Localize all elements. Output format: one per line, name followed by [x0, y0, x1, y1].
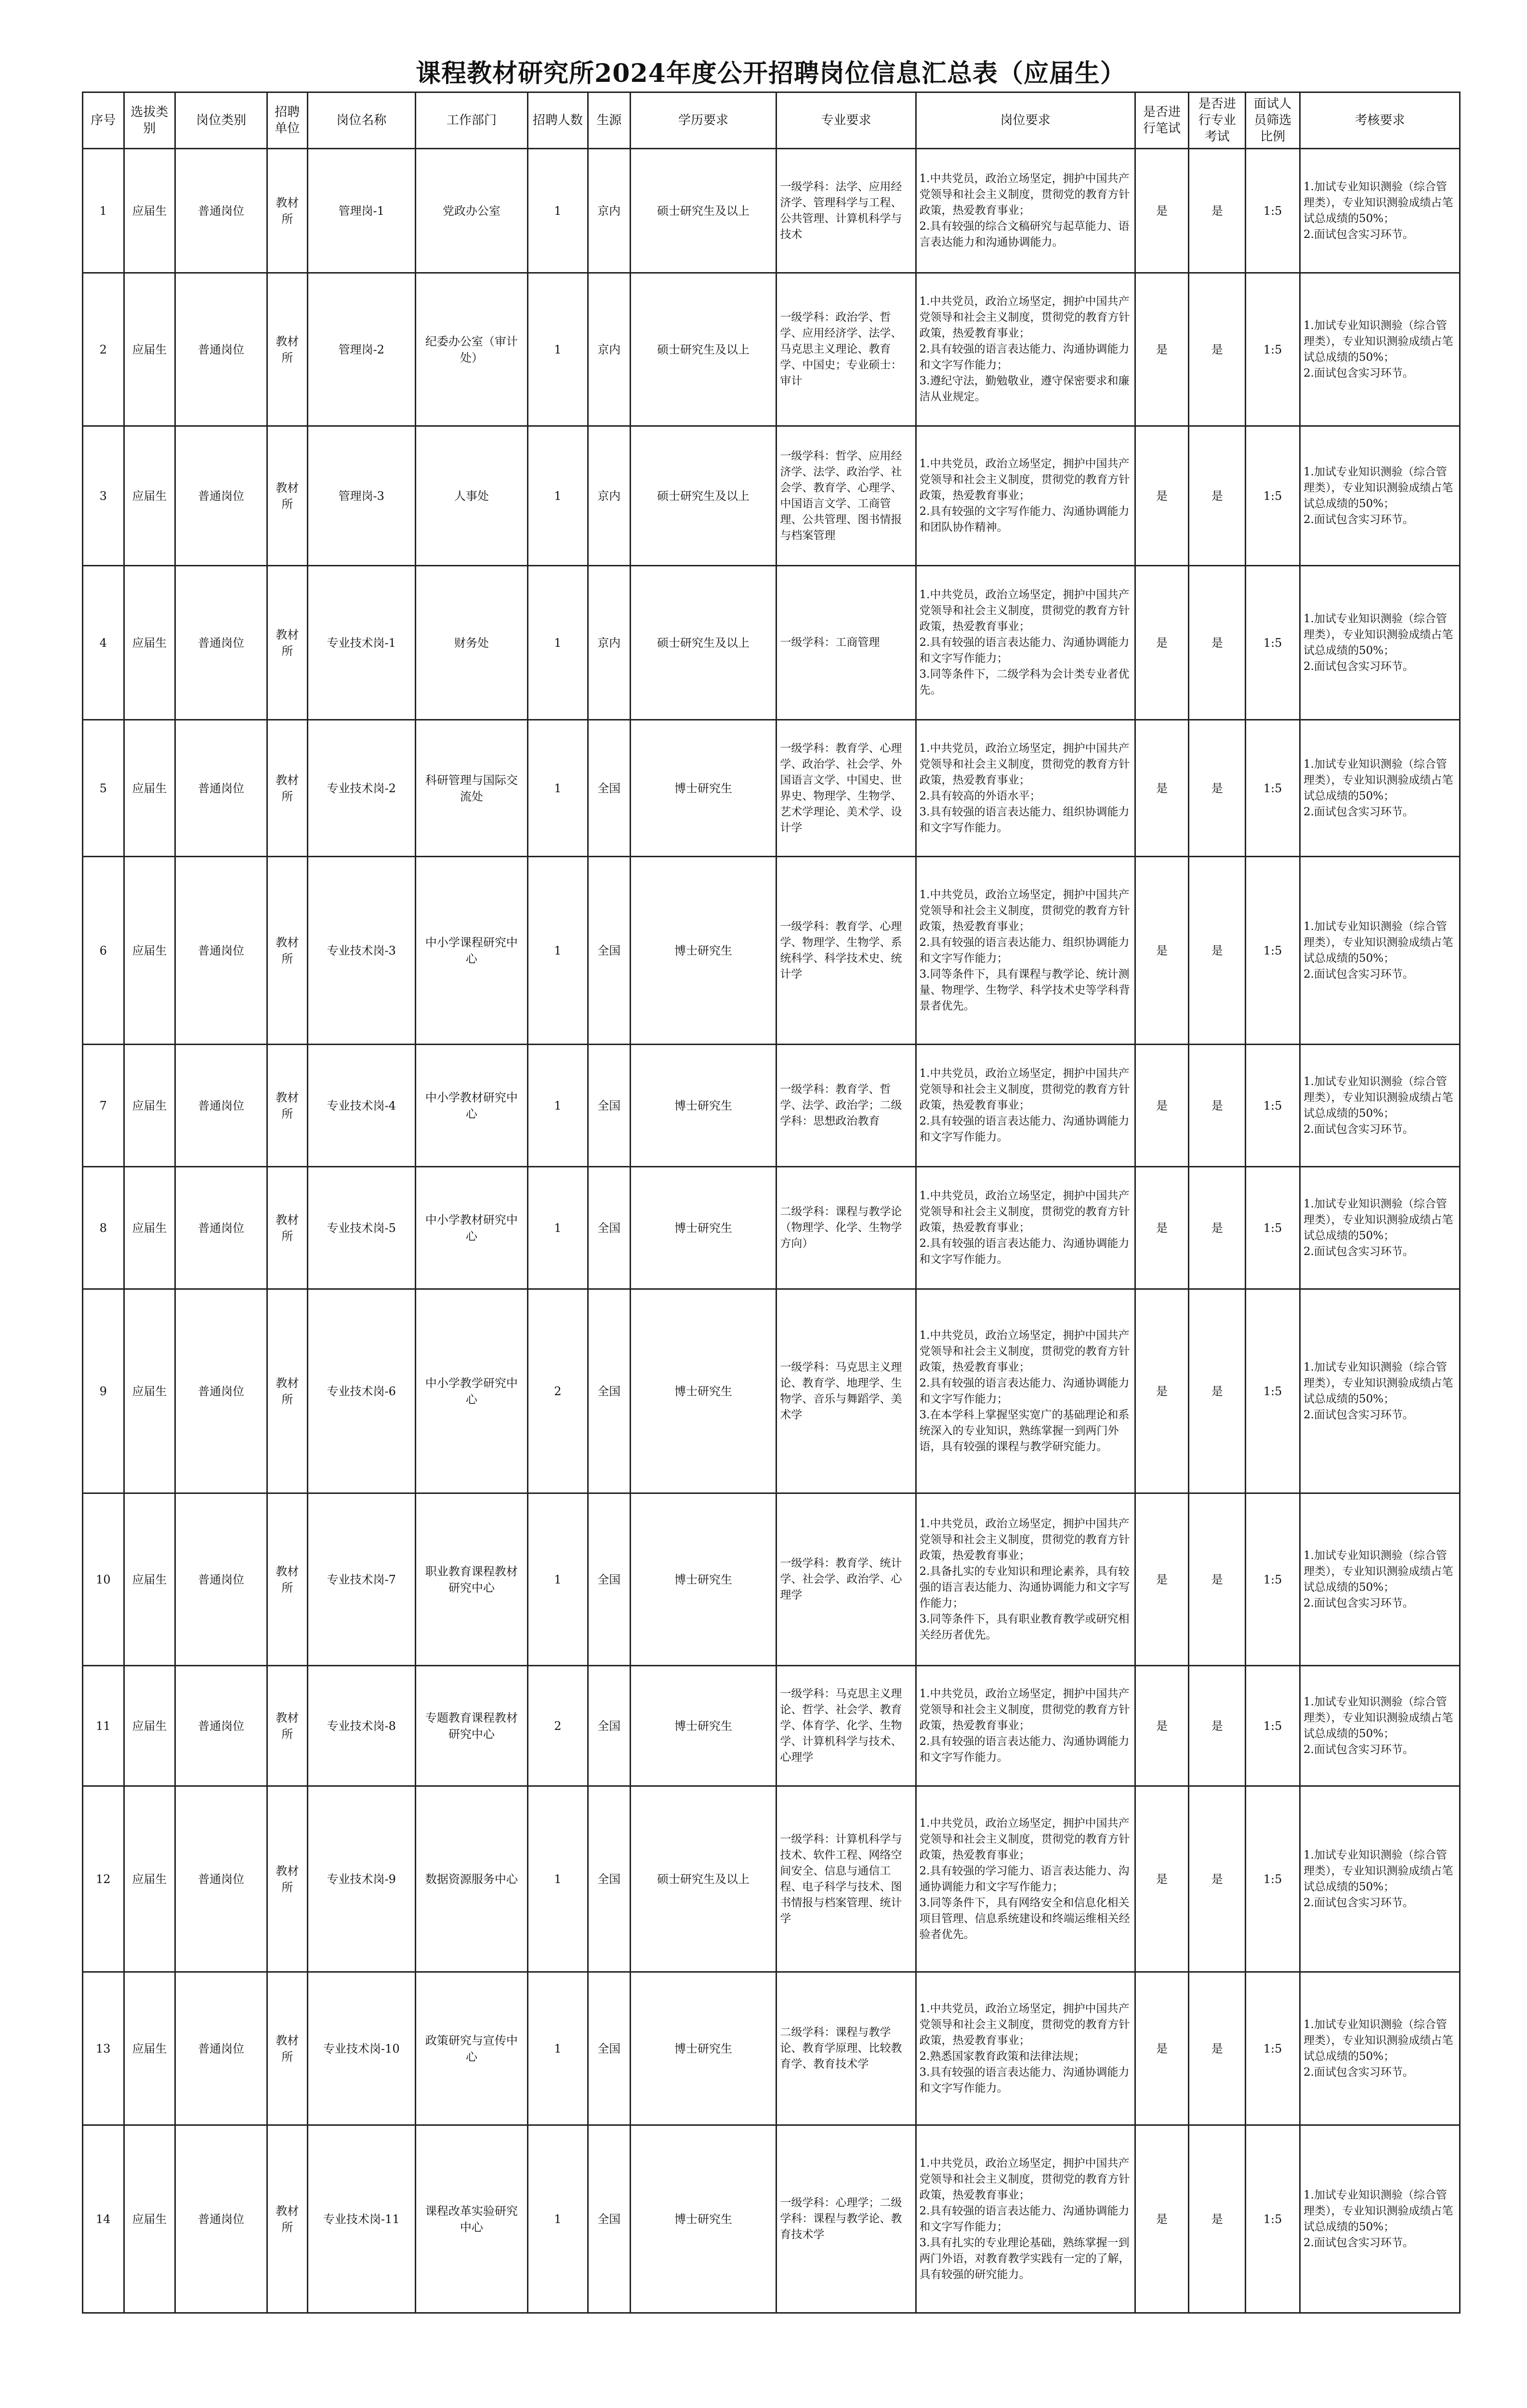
cell-requirements: 1.中共党员，政治立场坚定，拥护中国共产党领导和社会主义制度，贯彻党的教育方针政策，热爱教育事业； 2.具有较强的语言表达能力、沟通协调能力和文字写作能力； 3.具有扎实的专业理论基础，熟练掌握一到两门外语，对教育教学实践有一定的了解，具有较强的研究能力。: [916, 2125, 1135, 2313]
cell-education: 博士研究生: [630, 1045, 777, 1167]
cell-requirements: 1.中共党员，政治立场坚定，拥护中国共产党领导和社会主义制度，贯彻党的教育方针政策，热爱教育事业； 2.具有较强的语言表达能力、沟通协调能力和文字写作能力； 3.同等条件下，二级学科为会计类专业者优先。: [916, 566, 1135, 720]
cell-post-name: 专业技术岗-3: [307, 857, 415, 1045]
header-cell: 岗位要求: [916, 92, 1135, 149]
cell-source: 京内: [588, 426, 630, 566]
cell-source: 全国: [588, 857, 630, 1045]
header-cell: 是否进行笔试: [1135, 92, 1189, 149]
cell-major: 一级学科：教育学、心理学、政治学、社会学、外国语言文学、中国史、世界史、物理学、生物学、艺术学理论、美术学、设计学: [777, 720, 916, 857]
cell-interview-ratio: 1:5: [1246, 273, 1300, 426]
cell-education: 博士研究生: [630, 857, 777, 1045]
cell-assessment: 1.加试专业知识测验（综合管理类），专业知识测验成绩占笔试总成绩的50%； 2.面试包含实习环节。: [1300, 1167, 1460, 1289]
cell-assessment: 1.加试专业知识测验（综合管理类），专业知识测验成绩占笔试总成绩的50%； 2.面试包含实习环节。: [1300, 720, 1460, 857]
cell-major: 一级学科：教育学、心理学、物理学、生物学、系统科学、科学技术史、统计学: [777, 857, 916, 1045]
cell-requirements: 1.中共党员，政治立场坚定，拥护中国共产党领导和社会主义制度，贯彻党的教育方针政策，热爱教育事业； 2.具有较强的学习能力、语言表达能力、沟通协调能力和文字写作能力； 3.同等条件下，具有网络安全和信息化相关项目管理、信息系统建设和终端运维相关经验者优先。: [916, 1786, 1135, 1972]
cell-source: 全国: [588, 1666, 630, 1786]
cell-headcount: 1: [527, 1493, 588, 1666]
cell-unit: 教材所: [267, 1786, 308, 1972]
cell-education: 博士研究生: [630, 720, 777, 857]
cell-no: 9: [83, 1289, 124, 1493]
cell-assessment: 1.加试专业知识测验（综合管理类），专业知识测验成绩占笔试总成绩的50%； 2.面试包含实习环节。: [1300, 1045, 1460, 1167]
cell-unit: 教材所: [267, 1666, 308, 1786]
cell-no: 1: [83, 149, 124, 273]
cell-department: 中小学教学研究中心: [415, 1289, 527, 1493]
cell-source: 京内: [588, 566, 630, 720]
table-row: [83, 1289, 1460, 1493]
cell-headcount: 1: [527, 426, 588, 566]
table-row: [83, 857, 1460, 1045]
cell-written-exam: 是: [1135, 2125, 1189, 2313]
cell-source: 京内: [588, 149, 630, 273]
cell-assessment: 1.加试专业知识测验（综合管理类），专业知识测验成绩占笔试总成绩的50%； 2.面试包含实习环节。: [1300, 857, 1460, 1045]
cell-education: 博士研究生: [630, 1493, 777, 1666]
header-cell: 生源: [588, 92, 630, 149]
cell-headcount: 1: [527, 566, 588, 720]
cell-interview-ratio: 1:5: [1246, 1167, 1300, 1289]
header-cell: 招聘单位: [267, 92, 308, 149]
cell-category: 应届生: [124, 1493, 175, 1666]
cell-education: 博士研究生: [630, 1167, 777, 1289]
cell-post-type: 普通岗位: [175, 2125, 267, 2313]
cell-major: 一级学科：法学、应用经济学、管理科学与工程、公共管理、计算机科学与技术: [777, 149, 916, 273]
cell-post-type: 普通岗位: [175, 1666, 267, 1786]
cell-unit: 教材所: [267, 1493, 308, 1666]
cell-requirements: 1.中共党员，政治立场坚定，拥护中国共产党领导和社会主义制度，贯彻党的教育方针政策，热爱教育事业； 2.具有较强的文字写作能力、沟通协调能力和团队协作精神。: [916, 426, 1135, 566]
cell-interview-ratio: 1:5: [1246, 1045, 1300, 1167]
cell-no: 12: [83, 1786, 124, 1972]
cell-written-exam: 是: [1135, 426, 1189, 566]
cell-headcount: 2: [527, 1666, 588, 1786]
cell-department: 人事处: [415, 426, 527, 566]
cell-professional-exam: 是: [1189, 273, 1246, 426]
table-row: [83, 2125, 1460, 2313]
cell-written-exam: 是: [1135, 1289, 1189, 1493]
cell-written-exam: 是: [1135, 149, 1189, 273]
cell-interview-ratio: 1:5: [1246, 2125, 1300, 2313]
cell-interview-ratio: 1:5: [1246, 857, 1300, 1045]
cell-post-name: 专业技术岗-5: [307, 1167, 415, 1289]
cell-post-type: 普通岗位: [175, 1786, 267, 1972]
cell-assessment: 1.加试专业知识测验（综合管理类），专业知识测验成绩占笔试总成绩的50%； 2.面试包含实习环节。: [1300, 1972, 1460, 2125]
cell-unit: 教材所: [267, 1289, 308, 1493]
cell-department: 职业教育课程教材研究中心: [415, 1493, 527, 1666]
cell-category: 应届生: [124, 426, 175, 566]
cell-education: 硕士研究生及以上: [630, 426, 777, 566]
table-row: [83, 566, 1460, 720]
cell-category: 应届生: [124, 566, 175, 720]
cell-department: 数据资源服务中心: [415, 1786, 527, 1972]
table-row: [83, 720, 1460, 857]
cell-requirements: 1.中共党员，政治立场坚定，拥护中国共产党领导和社会主义制度，贯彻党的教育方针政策，热爱教育事业； 2.具有较强的语言表达能力、沟通协调能力和文字写作能力。: [916, 1167, 1135, 1289]
cell-unit: 教材所: [267, 857, 308, 1045]
cell-category: 应届生: [124, 1045, 175, 1167]
cell-education: 硕士研究生及以上: [630, 149, 777, 273]
cell-post-name: 管理岗-2: [307, 273, 415, 426]
cell-unit: 教材所: [267, 426, 308, 566]
cell-no: 3: [83, 426, 124, 566]
cell-major: 一级学科：政治学、哲学、应用经济学、法学、马克思主义理论、教育学、中国史；专业硕士：审计: [777, 273, 916, 426]
cell-no: 5: [83, 720, 124, 857]
header-cell: 工作部门: [415, 92, 527, 149]
table-row: [83, 1666, 1460, 1786]
cell-no: 6: [83, 857, 124, 1045]
cell-education: 硕士研究生及以上: [630, 273, 777, 426]
cell-major: 二级学科：课程与教学论、教育学原理、比较教育学、教育技术学: [777, 1972, 916, 2125]
cell-major: 一级学科：工商管理: [777, 566, 916, 720]
cell-no: 14: [83, 2125, 124, 2313]
cell-major: 一级学科：马克思主义理论、哲学、社会学、教育学、体育学、化学、生物学、计算机科学与技术、心理学: [777, 1666, 916, 1786]
cell-professional-exam: 是: [1189, 566, 1246, 720]
header-cell: 考核要求: [1300, 92, 1460, 149]
cell-assessment: 1.加试专业知识测验（综合管理类），专业知识测验成绩占笔试总成绩的50%； 2.面试包含实习环节。: [1300, 1666, 1460, 1786]
cell-department: 党政办公室: [415, 149, 527, 273]
cell-category: 应届生: [124, 1167, 175, 1289]
cell-professional-exam: 是: [1189, 1666, 1246, 1786]
cell-no: 13: [83, 1972, 124, 2125]
cell-requirements: 1.中共党员，政治立场坚定，拥护中国共产党领导和社会主义制度，贯彻党的教育方针政策，热爱教育事业； 2.具有较强的语言表达能力、沟通协调能力和文字写作能力； 3.遵纪守法，勤勉敬业，遵守保密要求和廉洁从业规定。: [916, 273, 1135, 426]
cell-written-exam: 是: [1135, 1045, 1189, 1167]
cell-assessment: 1.加试专业知识测验（综合管理类），专业知识测验成绩占笔试总成绩的50%； 2.面试包含实习环节。: [1300, 1289, 1460, 1493]
cell-assessment: 1.加试专业知识测验（综合管理类），专业知识测验成绩占笔试总成绩的50%； 2.面试包含实习环节。: [1300, 426, 1460, 566]
cell-unit: 教材所: [267, 273, 308, 426]
cell-post-type: 普通岗位: [175, 149, 267, 273]
cell-unit: 教材所: [267, 1045, 308, 1167]
cell-written-exam: 是: [1135, 1786, 1189, 1972]
header-cell: 选拔类别: [124, 92, 175, 149]
cell-post-name: 管理岗-1: [307, 149, 415, 273]
cell-source: 全国: [588, 720, 630, 857]
cell-headcount: 1: [527, 1972, 588, 2125]
cell-major: 一级学科：计算机科学与技术、软件工程、网络空间安全、信息与通信工程、电子科学与技术、图书情报与档案管理、统计学: [777, 1786, 916, 1972]
cell-requirements: 1.中共党员，政治立场坚定，拥护中国共产党领导和社会主义制度，贯彻党的教育方针政策，热爱教育事业； 2.具有较强的语言表达能力、组织协调能力和文字写作能力； 3.同等条件下，具有课程与教学论、统计测量、物理学、生物学、科学技术史等学科背景者优先。: [916, 857, 1135, 1045]
cell-assessment: 1.加试专业知识测验（综合管理类），专业知识测验成绩占笔试总成绩的50%； 2.面试包含实习环节。: [1300, 273, 1460, 426]
document-title: 课程教材研究所2024年度公开招聘岗位信息汇总表（应届生）: [416, 59, 1126, 88]
cell-no: 4: [83, 566, 124, 720]
cell-unit: 教材所: [267, 566, 308, 720]
cell-post-name: 专业技术岗-8: [307, 1666, 415, 1786]
cell-assessment: 1.加试专业知识测验（综合管理类），专业知识测验成绩占笔试总成绩的50%； 2.面试包含实习环节。: [1300, 2125, 1460, 2313]
cell-requirements: 1.中共党员，政治立场坚定，拥护中国共产党领导和社会主义制度，贯彻党的教育方针政策，热爱教育事业； 2.具有较强的语言表达能力、沟通协调能力和文字写作能力。: [916, 1045, 1135, 1167]
cell-interview-ratio: 1:5: [1246, 1666, 1300, 1786]
cell-unit: 教材所: [267, 720, 308, 857]
cell-source: 全国: [588, 1045, 630, 1167]
cell-post-name: 专业技术岗-6: [307, 1289, 415, 1493]
cell-written-exam: 是: [1135, 857, 1189, 1045]
cell-education: 博士研究生: [630, 1972, 777, 2125]
cell-requirements: 1.中共党员，政治立场坚定，拥护中国共产党领导和社会主义制度，贯彻党的教育方针政策，热爱教育事业； 2.具有较高的外语水平； 3.具有较强的语言表达能力、组织协调能力和文字写作能力。: [916, 720, 1135, 857]
cell-category: 应届生: [124, 273, 175, 426]
cell-written-exam: 是: [1135, 1666, 1189, 1786]
cell-major: 一级学科：教育学、统计学、社会学、政治学、心理学: [777, 1493, 916, 1666]
cell-written-exam: 是: [1135, 1167, 1189, 1289]
cell-no: 7: [83, 1045, 124, 1167]
cell-headcount: 1: [527, 1045, 588, 1167]
cell-major: 一级学科：教育学、哲学、法学、政治学；二级学科：思想政治教育: [777, 1045, 916, 1167]
cell-department: 财务处: [415, 566, 527, 720]
cell-category: 应届生: [124, 149, 175, 273]
header-cell: 岗位名称: [307, 92, 415, 149]
cell-post-type: 普通岗位: [175, 1167, 267, 1289]
cell-post-type: 普通岗位: [175, 1045, 267, 1167]
cell-professional-exam: 是: [1189, 720, 1246, 857]
cell-post-type: 普通岗位: [175, 426, 267, 566]
cell-department: 中小学教材研究中心: [415, 1167, 527, 1289]
cell-no: 8: [83, 1167, 124, 1289]
cell-interview-ratio: 1:5: [1246, 149, 1300, 273]
cell-post-name: 专业技术岗-7: [307, 1493, 415, 1666]
cell-interview-ratio: 1:5: [1246, 1786, 1300, 1972]
cell-headcount: 1: [527, 857, 588, 1045]
cell-interview-ratio: 1:5: [1246, 1289, 1300, 1493]
cell-source: 京内: [588, 273, 630, 426]
cell-written-exam: 是: [1135, 566, 1189, 720]
table-body: [83, 149, 1460, 2313]
cell-post-name: 专业技术岗-1: [307, 566, 415, 720]
cell-source: 全国: [588, 2125, 630, 2313]
table-row: [83, 1167, 1460, 1289]
cell-interview-ratio: 1:5: [1246, 426, 1300, 566]
cell-post-type: 普通岗位: [175, 273, 267, 426]
cell-category: 应届生: [124, 1786, 175, 1972]
cell-category: 应届生: [124, 1972, 175, 2125]
cell-written-exam: 是: [1135, 720, 1189, 857]
cell-education: 硕士研究生及以上: [630, 566, 777, 720]
cell-source: 全国: [588, 1786, 630, 1972]
table-row: [83, 1972, 1460, 2125]
cell-post-type: 普通岗位: [175, 857, 267, 1045]
cell-source: 全国: [588, 1167, 630, 1289]
cell-headcount: 1: [527, 1167, 588, 1289]
cell-assessment: 1.加试专业知识测验（综合管理类），专业知识测验成绩占笔试总成绩的50%； 2.面试包含实习环节。: [1300, 1786, 1460, 1972]
cell-headcount: 1: [527, 1786, 588, 1972]
table-row: [83, 1786, 1460, 1972]
cell-department: 中小学课程研究中心: [415, 857, 527, 1045]
cell-professional-exam: 是: [1189, 1972, 1246, 2125]
cell-major: 二级学科：课程与教学论（物理学、化学、生物学方向）: [777, 1167, 916, 1289]
cell-professional-exam: 是: [1189, 1786, 1246, 1972]
cell-department: 中小学教材研究中心: [415, 1045, 527, 1167]
cell-written-exam: 是: [1135, 1972, 1189, 2125]
cell-source: 全国: [588, 1972, 630, 2125]
header-cell: 学历要求: [630, 92, 777, 149]
cell-post-name: 专业技术岗-11: [307, 2125, 415, 2313]
cell-professional-exam: 是: [1189, 426, 1246, 566]
cell-education: 博士研究生: [630, 1289, 777, 1493]
cell-source: 全国: [588, 1289, 630, 1493]
cell-headcount: 2: [527, 1289, 588, 1493]
table-row: [83, 1045, 1460, 1167]
cell-requirements: 1.中共党员，政治立场坚定，拥护中国共产党领导和社会主义制度，贯彻党的教育方针政策，热爱教育事业； 2.熟悉国家教育政策和法律法规； 3.具有较强的语言表达能力、沟通协调能力和文字写作能力。: [916, 1972, 1135, 2125]
cell-category: 应届生: [124, 857, 175, 1045]
table-row: [83, 426, 1460, 566]
cell-post-type: 普通岗位: [175, 566, 267, 720]
cell-post-name: 专业技术岗-2: [307, 720, 415, 857]
cell-category: 应届生: [124, 1666, 175, 1786]
cell-post-type: 普通岗位: [175, 1289, 267, 1493]
cell-professional-exam: 是: [1189, 1045, 1246, 1167]
cell-major: 一级学科：马克思主义理论、教育学、地理学、生物学、音乐与舞蹈学、美术学: [777, 1289, 916, 1493]
table-row: [83, 273, 1460, 426]
cell-requirements: 1.中共党员，政治立场坚定，拥护中国共产党领导和社会主义制度，贯彻党的教育方针政策，热爱教育事业； 2.具有较强的综合文稿研究与起草能力、语言表达能力和沟通协调能力。: [916, 149, 1135, 273]
cell-requirements: 1.中共党员，政治立场坚定，拥护中国共产党领导和社会主义制度，贯彻党的教育方针政策，热爱教育事业； 2.具备扎实的专业知识和理论素养，具有较强的语言表达能力、沟通协调能力和文字写作能力； 3.同等条件下，具有职业教育教学或研究相关经历者优先。: [916, 1493, 1135, 1666]
cell-post-name: 专业技术岗-9: [307, 1786, 415, 1972]
cell-assessment: 1.加试专业知识测验（综合管理类），专业知识测验成绩占笔试总成绩的50%； 2.面试包含实习环节。: [1300, 1493, 1460, 1666]
header-cell: 招聘人数: [527, 92, 588, 149]
cell-post-type: 普通岗位: [175, 1972, 267, 2125]
cell-assessment: 1.加试专业知识测验（综合管理类），专业知识测验成绩占笔试总成绩的50%； 2.面试包含实习环节。: [1300, 149, 1460, 273]
header-cell: 序号: [83, 92, 124, 149]
cell-unit: 教材所: [267, 2125, 308, 2313]
header-cell: 岗位类别: [175, 92, 267, 149]
cell-interview-ratio: 1:5: [1246, 1493, 1300, 1666]
table-row: [83, 1493, 1460, 1666]
cell-unit: 教材所: [267, 1167, 308, 1289]
table-row: [83, 149, 1460, 273]
cell-source: 全国: [588, 1493, 630, 1666]
cell-headcount: 1: [527, 273, 588, 426]
header-cell: 面试人员筛选比例: [1246, 92, 1300, 149]
cell-major: 一级学科：哲学、应用经济学、法学、政治学、社会学、教育学、心理学、中国语言文学、工商管理、公共管理、图书情报与档案管理: [777, 426, 916, 566]
cell-education: 硕士研究生及以上: [630, 1786, 777, 1972]
cell-education: 博士研究生: [630, 2125, 777, 2313]
cell-department: 政策研究与宣传中心: [415, 1972, 527, 2125]
cell-professional-exam: 是: [1189, 1493, 1246, 1666]
cell-category: 应届生: [124, 2125, 175, 2313]
cell-interview-ratio: 1:5: [1246, 566, 1300, 720]
cell-department: 专题教育课程教材研究中心: [415, 1666, 527, 1786]
cell-assessment: 1.加试专业知识测验（综合管理类），专业知识测验成绩占笔试总成绩的50%； 2.面试包含实习环节。: [1300, 566, 1460, 720]
cell-written-exam: 是: [1135, 1493, 1189, 1666]
cell-requirements: 1.中共党员，政治立场坚定，拥护中国共产党领导和社会主义制度，贯彻党的教育方针政策，热爱教育事业； 2.具有较强的语言表达能力、沟通协调能力和文字写作能力； 3.在本学科上掌握坚实宽广的基础理论和系统深入的专业知识，熟练掌握一到两门外语，具有较强的课程与教学研究能力。: [916, 1289, 1135, 1493]
cell-no: 11: [83, 1666, 124, 1786]
cell-post-type: 普通岗位: [175, 720, 267, 857]
cell-no: 10: [83, 1493, 124, 1666]
cell-interview-ratio: 1:5: [1246, 720, 1300, 857]
cell-education: 博士研究生: [630, 1666, 777, 1786]
cell-post-name: 管理岗-3: [307, 426, 415, 566]
cell-unit: 教材所: [267, 149, 308, 273]
header-cell: 专业要求: [777, 92, 916, 149]
table-header-row: [83, 92, 1460, 149]
cell-professional-exam: 是: [1189, 1289, 1246, 1493]
recruitment-table: [82, 92, 1461, 2314]
cell-headcount: 1: [527, 149, 588, 273]
cell-headcount: 1: [527, 2125, 588, 2313]
cell-professional-exam: 是: [1189, 2125, 1246, 2313]
cell-professional-exam: 是: [1189, 857, 1246, 1045]
cell-unit: 教材所: [267, 1972, 308, 2125]
cell-department: 纪委办公室（审计处）: [415, 273, 527, 426]
cell-professional-exam: 是: [1189, 1167, 1246, 1289]
header-cell: 是否进行专业考试: [1189, 92, 1246, 149]
cell-post-type: 普通岗位: [175, 1493, 267, 1666]
cell-major: 一级学科：心理学；二级学科：课程与教学论、教育技术学: [777, 2125, 916, 2313]
cell-requirements: 1.中共党员，政治立场坚定，拥护中国共产党领导和社会主义制度，贯彻党的教育方针政策，热爱教育事业； 2.具有较强的语言表达能力、沟通协调能力和文字写作能力。: [916, 1666, 1135, 1786]
cell-interview-ratio: 1:5: [1246, 1972, 1300, 2125]
cell-post-name: 专业技术岗-10: [307, 1972, 415, 2125]
cell-post-name: 专业技术岗-4: [307, 1045, 415, 1167]
cell-no: 2: [83, 273, 124, 426]
cell-headcount: 1: [527, 720, 588, 857]
cell-department: 科研管理与国际交流处: [415, 720, 527, 857]
cell-professional-exam: 是: [1189, 149, 1246, 273]
cell-category: 应届生: [124, 1289, 175, 1493]
cell-department: 课程改革实验研究中心: [415, 2125, 527, 2313]
cell-written-exam: 是: [1135, 273, 1189, 426]
cell-category: 应届生: [124, 720, 175, 857]
